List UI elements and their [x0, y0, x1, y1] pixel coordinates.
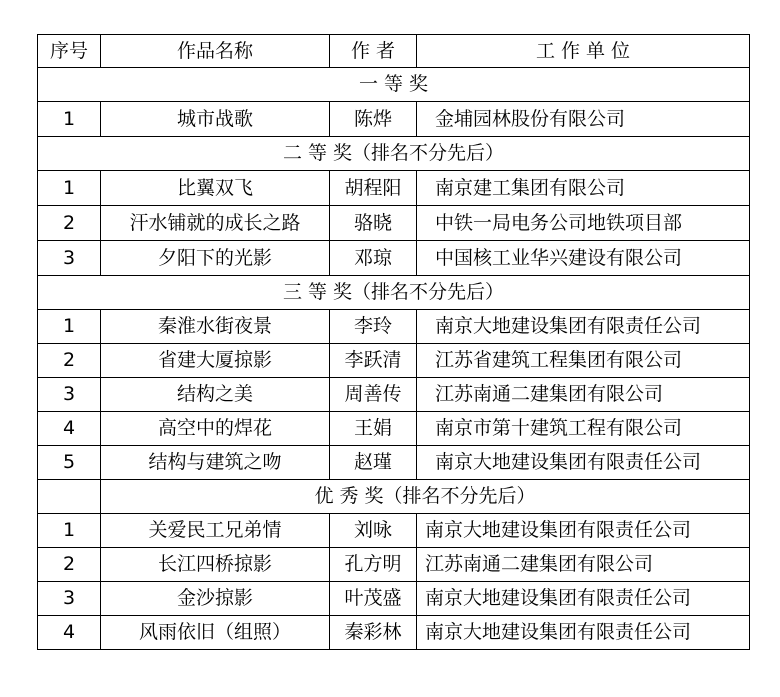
- entry-title: 秦淮水街夜景: [101, 310, 330, 344]
- header-author: 作 者: [330, 35, 417, 68]
- entry-title: 结构与建筑之吻: [101, 446, 330, 480]
- entry-title: 关爱民工兄弟情: [101, 514, 330, 548]
- excellence-prize-section-row: [38, 480, 750, 514]
- entry-organization: 江苏省建筑工程集团有限公司: [417, 344, 750, 378]
- entry-author: 赵瑾: [330, 446, 417, 480]
- entry-number: 5: [38, 446, 101, 480]
- header-title: 作品名称: [101, 35, 330, 68]
- second-prize-label: 二 等 奖: [282, 142, 353, 164]
- entry-number: 3: [38, 241, 101, 276]
- entry-number: 1: [38, 514, 101, 548]
- entry-author: 骆晓: [330, 206, 417, 241]
- entry-organization: 南京大地建设集团有限责任公司: [417, 446, 750, 480]
- entry-author: 李玲: [330, 310, 417, 344]
- entry-organization: 南京大地建设集团有限责任公司: [417, 616, 750, 650]
- table-row: [38, 171, 750, 206]
- entry-author: 邓琼: [330, 241, 417, 276]
- excellence-prize-section-heading: [101, 480, 750, 514]
- table-row: [38, 548, 750, 582]
- entry-author: 秦彩林: [330, 616, 417, 650]
- entry-organization: 南京大地建设集团有限责任公司: [417, 514, 750, 548]
- excellence-prize-blank-cell: [38, 480, 101, 514]
- table-row: [38, 446, 750, 480]
- header-org: 工 作 单 位: [417, 35, 750, 68]
- entry-title: 夕阳下的光影: [101, 241, 330, 276]
- table-row: [38, 378, 750, 412]
- entry-author: 叶茂盛: [330, 582, 417, 616]
- entry-author: 刘咏: [330, 514, 417, 548]
- table-row: [38, 582, 750, 616]
- header-no: 序号: [38, 35, 101, 68]
- entry-organization: 中国核工业华兴建设有限公司: [417, 241, 750, 276]
- entry-title: 比翼双飞: [101, 171, 330, 206]
- entry-organization: 南京市第十建筑工程有限公司: [417, 412, 750, 446]
- entry-organization: 南京建工集团有限公司: [417, 171, 750, 206]
- entry-organization: 江苏南通二建集团有限公司: [417, 548, 750, 582]
- entry-number: 2: [38, 548, 101, 582]
- entry-organization: 南京大地建设集团有限责任公司: [417, 582, 750, 616]
- third-prize-section-heading: [38, 276, 750, 310]
- first-prize-section-heading: [38, 68, 750, 102]
- entry-title: 城市战歌: [101, 102, 330, 137]
- entry-number: 2: [38, 206, 101, 241]
- entry-number: 2: [38, 344, 101, 378]
- entry-author: 李跃清: [330, 344, 417, 378]
- entry-author: 孔方明: [330, 548, 417, 582]
- entry-number: 1: [38, 171, 101, 206]
- awards-table: [37, 34, 750, 650]
- table-row: [38, 344, 750, 378]
- excellence-prize-label: 优 秀 奖: [314, 485, 384, 507]
- entry-title: 高空中的焊花: [101, 412, 330, 446]
- second-prize-section-row: [38, 137, 750, 171]
- second-prize-section-heading: [38, 137, 750, 171]
- entry-author: 胡程阳: [330, 171, 417, 206]
- excellence-prize-note: （排名不分先后）: [383, 485, 536, 507]
- entry-number: 4: [38, 412, 101, 446]
- table-row: [38, 514, 750, 548]
- table-row: [38, 616, 750, 650]
- entry-number: 1: [38, 310, 101, 344]
- entry-organization: 中铁一局电务公司地铁项目部: [417, 206, 750, 241]
- entry-number: 3: [38, 378, 101, 412]
- second-prize-note: （排名不分先后）: [352, 142, 505, 164]
- entry-number: 1: [38, 102, 101, 137]
- table-row: [38, 102, 750, 137]
- entry-number: 3: [38, 582, 101, 616]
- entry-author: 周善传: [330, 378, 417, 412]
- entry-title: 长江四桥掠影: [101, 548, 330, 582]
- table-row: [38, 241, 750, 276]
- table-row: [38, 206, 750, 241]
- entry-title: 汗水铺就的成长之路: [101, 206, 330, 241]
- first-prize-section-row: [38, 68, 750, 102]
- table-row: [38, 310, 750, 344]
- first-prize-label: 一 等 奖: [358, 73, 429, 95]
- entry-title: 省建大厦掠影: [101, 344, 330, 378]
- entry-title: 风雨依旧（组照）: [101, 616, 330, 650]
- entry-author: 陈烨: [330, 102, 417, 137]
- entry-title: 金沙掠影: [101, 582, 330, 616]
- entry-organization: 江苏南通二建集团有限公司: [417, 378, 750, 412]
- entry-organization: 金埔园林股份有限公司: [417, 102, 750, 137]
- third-prize-label: 三 等 奖: [282, 281, 353, 303]
- table-row: [38, 412, 750, 446]
- entry-number: 4: [38, 616, 101, 650]
- header-row: [38, 35, 750, 68]
- entry-organization: 南京大地建设集团有限责任公司: [417, 310, 750, 344]
- entry-title: 结构之美: [101, 378, 330, 412]
- third-prize-section-row: [38, 276, 750, 310]
- entry-author: 王娟: [330, 412, 417, 446]
- awards-table-body: [38, 35, 750, 650]
- third-prize-note: （排名不分先后）: [352, 281, 505, 303]
